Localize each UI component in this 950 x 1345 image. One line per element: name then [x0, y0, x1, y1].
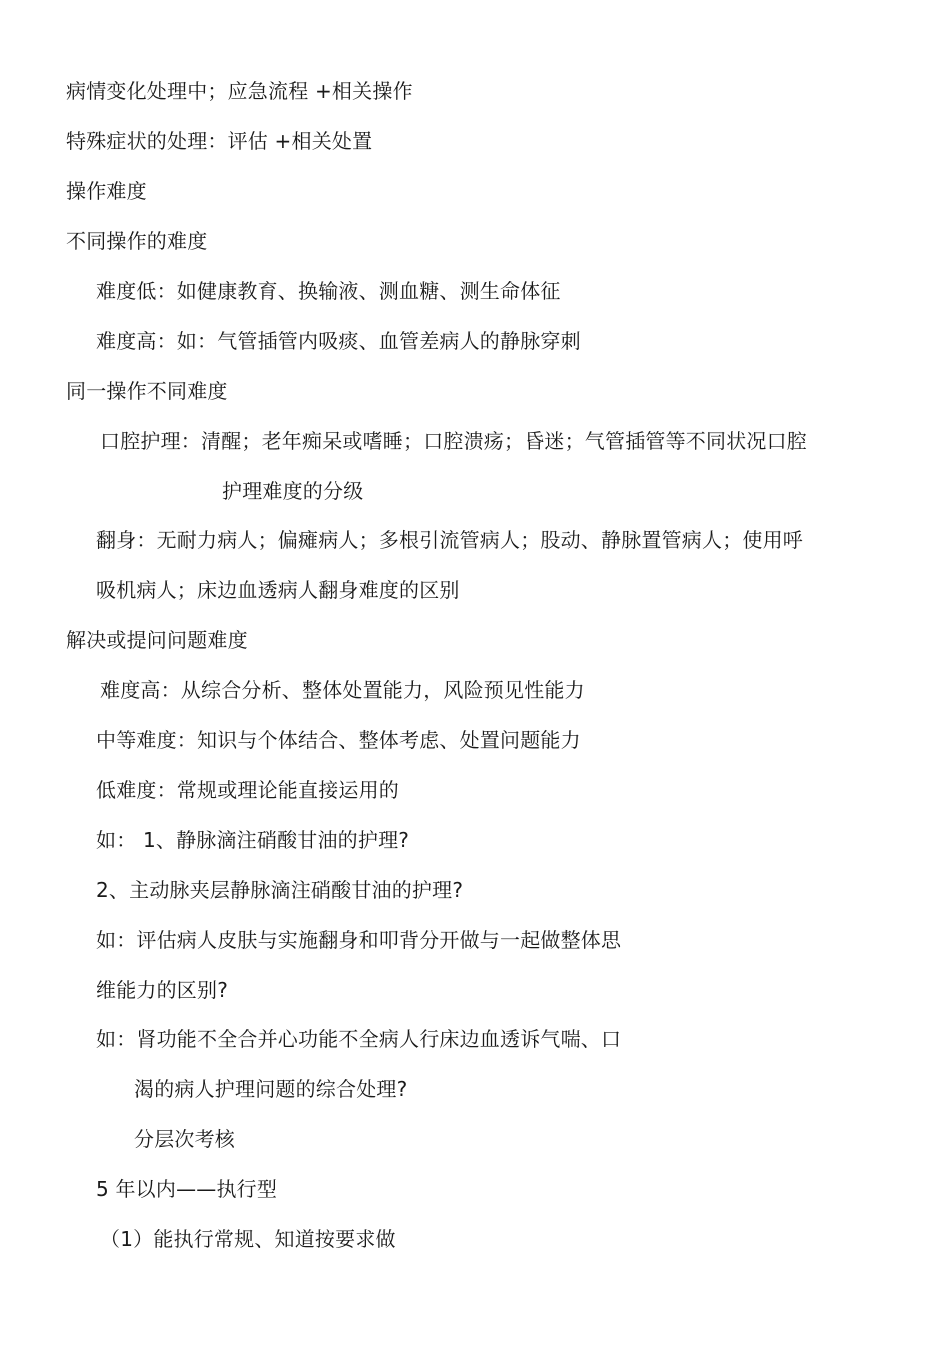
text-line-19: 维能力的区别?	[96, 978, 229, 1002]
text-line-20: 如：肾功能不全合并心功能不全病人行床边血透诉气喘、口	[96, 1027, 622, 1051]
text-line-15: 低难度：常规或理论能直接运用的	[96, 778, 399, 802]
text-line-5: 难度低：如健康教育、换输液、测血糖、测生命体征	[96, 279, 561, 303]
text-line-9: 护理难度的分级	[222, 479, 364, 503]
text-line-17: 2、主动脉夹层静脉滴注硝酸甘油的护理?	[96, 878, 464, 902]
text-line-1: 病情变化处理中；应急流程 +相关操作	[66, 79, 413, 103]
heading-operation-difficulty: 操作难度	[66, 179, 147, 203]
text-line-13: 难度高：从综合分析、整体处置能力，风险预见性能力	[100, 678, 585, 702]
text-line-14: 中等难度：知识与个体结合、整体考虑、处置问题能力	[96, 728, 581, 752]
text-line-21: 渴的病人护理问题的综合处理?	[134, 1077, 408, 1101]
text-line-6: 难度高：如：气管插管内吸痰、血管差病人的静脉穿刺	[96, 329, 581, 353]
text-line-10: 翻身：无耐力病人；偏瘫病人；多根引流管病人；股动、静脉置管病人；使用呼	[96, 528, 803, 552]
text-line-23: 5 年以内——执行型	[96, 1177, 278, 1201]
text-line-12: 解决或提问问题难度	[66, 628, 248, 652]
text-line-4: 不同操作的难度	[66, 229, 208, 253]
text-line-22: 分层次考核	[134, 1127, 235, 1151]
text-line-16: 如： 1、静脉滴注硝酸甘油的护理?	[96, 828, 410, 852]
text-line-8: 口腔护理：清醒；老年痴呆或嗜睡；口腔溃疡；昏迷；气管插管等不同状况口腔	[100, 429, 807, 453]
text-line-2: 特殊症状的处理：评估 +相关处置	[66, 129, 373, 153]
text-line-24: （1）能执行常规、知道按要求做	[100, 1227, 396, 1251]
text-line-7: 同一操作不同难度	[66, 379, 228, 403]
text-line-11: 吸机病人；床边血透病人翻身难度的区别	[96, 578, 460, 602]
text-line-18: 如：评估病人皮肤与实施翻身和叩背分开做与一起做整体思	[96, 928, 622, 952]
